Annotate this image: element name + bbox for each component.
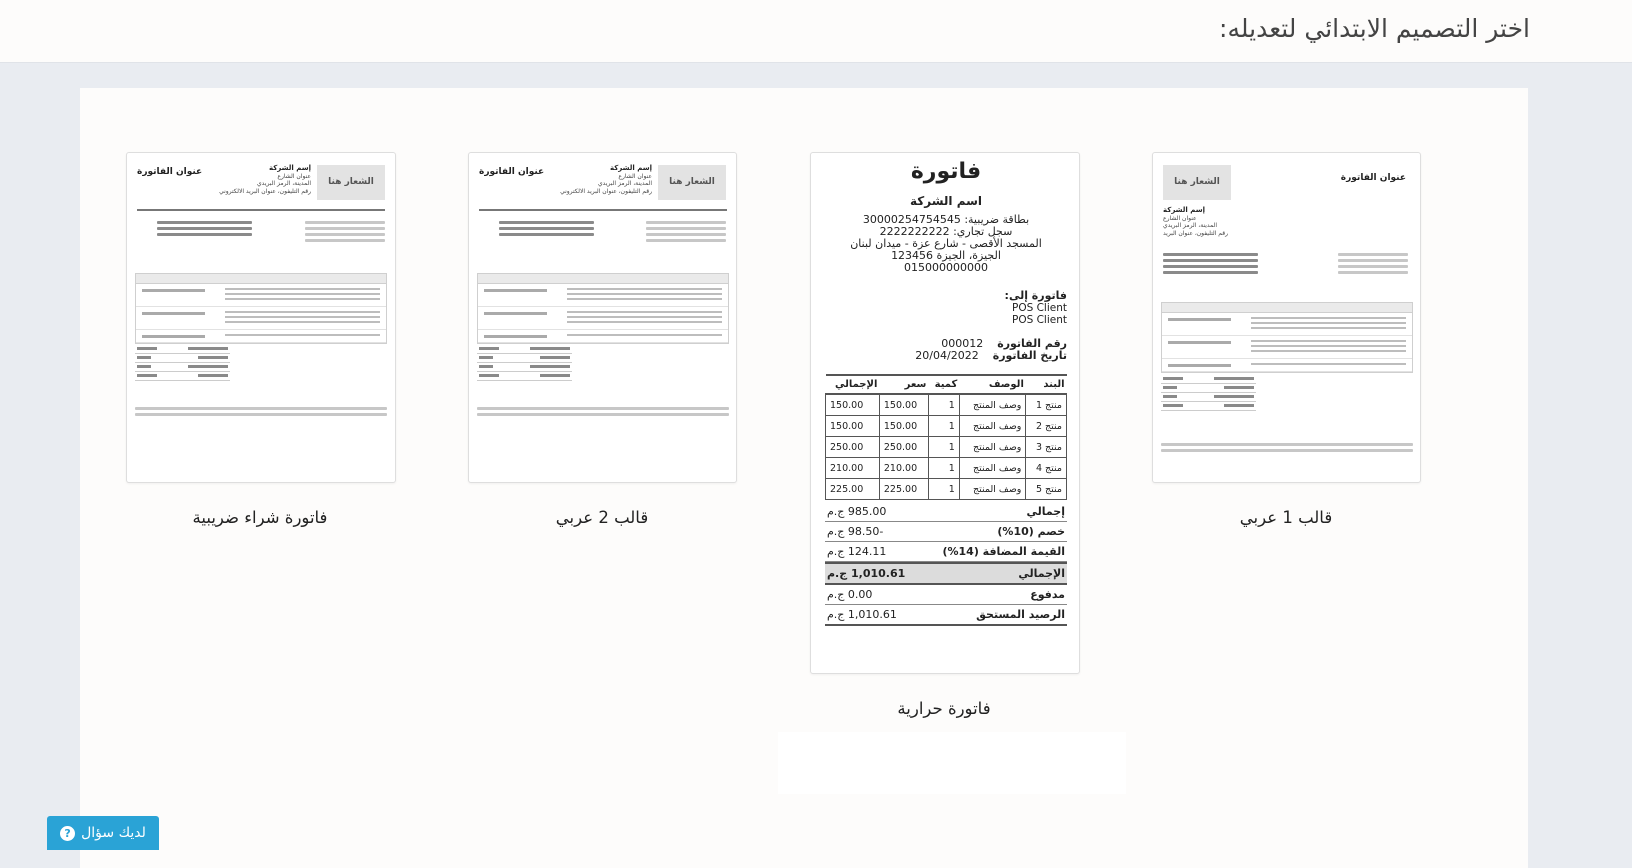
template-preview-arabic-2 [469, 153, 736, 482]
thermal-item-cell: 1 [928, 394, 959, 416]
thermal-total-value: 1,010.61 ج.م [827, 567, 906, 580]
thermal-item-row [826, 479, 1067, 500]
preview-divider [137, 209, 385, 211]
thermal-total-value: -98.50 ج.م [827, 525, 884, 538]
thermal-item-cell: منتج 4 [1026, 458, 1067, 479]
thermal-item-cell: 210.00 [879, 458, 928, 479]
thermal-item-cell: 1 [928, 458, 959, 479]
thermal-item-cell: منتج 2 [1026, 416, 1067, 437]
preview-bill-to [305, 221, 385, 245]
thermal-column-header: الإجمالي [826, 375, 880, 394]
preview-divider [479, 209, 727, 211]
thermal-total-row [825, 605, 1067, 626]
thermal-column-header: سعر [879, 375, 928, 394]
template-preview-thermal [825, 157, 1067, 626]
thermal-total-label: مدفوع [1030, 588, 1065, 601]
template-caption-arabic-2: قالب 2 عربي [555, 508, 649, 527]
thermal-column-header: البند [1026, 375, 1067, 394]
preview-items-table [477, 273, 729, 344]
preview-notes [135, 407, 387, 419]
preview-invoice-meta [499, 221, 594, 239]
thermal-item-cell: 225.00 [879, 479, 928, 500]
thermal-total-row [825, 562, 1067, 585]
thermal-item-cell: 150.00 [826, 394, 880, 416]
preview-items-table [135, 273, 387, 344]
thermal-item-cell: 150.00 [879, 416, 928, 437]
preview-notes [1161, 443, 1413, 455]
thermal-item-cell: منتج 5 [1026, 479, 1067, 500]
thermal-item-cell: منتج 3 [1026, 437, 1067, 458]
thermal-item-cell: وصف المنتج [959, 479, 1026, 500]
thermal-items-table [825, 374, 1067, 500]
thermal-totals [825, 502, 1067, 626]
thermal-total-row [825, 502, 1067, 522]
thermal-item-cell: 150.00 [826, 416, 880, 437]
help-label: لديك سؤال [81, 825, 146, 841]
template-card-tax-purchase[interactable] [126, 152, 396, 483]
thermal-item-cell: 1 [928, 437, 959, 458]
preview-totals [477, 345, 572, 381]
page-title: اختر التصميم الابتدائي لتعديله: [1219, 14, 1530, 43]
thermal-total-row [825, 542, 1067, 562]
thermal-total-label: الرصيد المستحق [976, 608, 1065, 621]
thermal-item-row [826, 437, 1067, 458]
preview-invoice-title: عنوان الفاتورة [479, 167, 545, 177]
template-caption-arabic-1: قالب 1 عربي [1239, 508, 1333, 527]
thermal-item-row [826, 458, 1067, 479]
preview-invoice-meta [1163, 253, 1258, 277]
thermal-item-cell: 250.00 [879, 437, 928, 458]
preview-invoice-title: عنوان الفاتورة [1340, 173, 1406, 183]
thermal-item-cell: منتج 1 [1026, 394, 1067, 416]
thermal-item-cell: 225.00 [826, 479, 880, 500]
preview-company-block: إسم الشركة عنوان الشارع المدينة، الرمز البريدي رقم التليفون، عنوان البريد الالكتروني [560, 164, 652, 195]
template-card-arabic-2[interactable] [468, 152, 737, 483]
thermal-total-label: الإجمالي [1018, 567, 1065, 580]
thermal-item-cell: 150.00 [879, 394, 928, 416]
preview-company-block: إسم الشركة عنوان الشارع المدينة، الرمز البريدي رقم التليفون، عنوان البريد [1163, 206, 1229, 237]
thermal-total-value: 0.00 ج.م [827, 588, 873, 601]
preview-bill-to [646, 221, 726, 245]
preview-logo-placeholder: الشعار هنا [658, 165, 726, 200]
template-preview-arabic-1 [1153, 153, 1420, 482]
thermal-invoice-meta: رقم الفاتورة 000012 تاريخ الفاتورة 20/04/2022 [915, 337, 1067, 362]
thermal-item-cell: وصف المنتج [959, 458, 1026, 479]
thermal-item-cell: 1 [928, 479, 959, 500]
preview-invoice-meta [157, 221, 252, 239]
help-button[interactable] [47, 816, 159, 850]
template-card-thermal[interactable] [810, 152, 1080, 674]
thermal-item-cell: 250.00 [826, 437, 880, 458]
template-caption-thermal: فاتورة حرارية [897, 699, 991, 718]
preview-totals [1161, 375, 1256, 411]
thermal-total-label: القيمة المضافة (14%) [942, 545, 1065, 558]
preview-logo-placeholder: الشعار هنا [1163, 165, 1231, 200]
thermal-total-row [825, 585, 1067, 605]
thermal-item-cell: وصف المنتج [959, 416, 1026, 437]
preview-invoice-title: عنوان الفاتورة [137, 167, 203, 177]
preview-items-table [1161, 302, 1413, 373]
thermal-item-cell: 1 [928, 416, 959, 437]
thermal-title: فاتورة [910, 159, 982, 184]
thermal-bill-to: فاتورة إلى: POS Client POS Client [1004, 289, 1067, 326]
thermal-total-label: إجمالي [1026, 505, 1065, 518]
preview-company-block: إسم الشركة عنوان الشارع المدينة، الرمز البريدي رقم التليفون، عنوان البريد الالكتروني [219, 164, 311, 195]
thermal-total-row [825, 522, 1067, 542]
thermal-item-row [826, 416, 1067, 437]
thermal-item-cell: وصف المنتج [959, 394, 1026, 416]
preview-notes [477, 407, 729, 419]
thermal-total-value: 124.11 ج.م [827, 545, 887, 558]
thermal-company-name: اسم الشركة [909, 194, 983, 208]
preview-logo-placeholder: الشعار هنا [317, 165, 385, 200]
preview-bill-to [1338, 253, 1408, 277]
question-circle-icon: ? [60, 826, 75, 841]
thermal-item-cell: 210.00 [826, 458, 880, 479]
thermal-total-value: 985.00 ج.م [827, 505, 887, 518]
thermal-company-info: بطاقة ضريبية: 30000254754545 سجل تجاري: 2222222222 المسجد الأقصى - شارع عزة - ميدان لبنان الجيزة، الجيزة 123456 015000000000 [850, 213, 1042, 274]
thermal-total-label: خصم (10%) [997, 525, 1065, 538]
thermal-column-header: كمية [928, 375, 959, 394]
thermal-total-value: 1,010.61 ج.م [827, 608, 897, 621]
top-header [0, 0, 1632, 63]
template-caption-tax-purchase: فاتورة شراء ضريبية [192, 508, 328, 527]
thermal-item-cell: وصف المنتج [959, 437, 1026, 458]
template-preview-tax-purchase [127, 153, 395, 482]
template-card-arabic-1[interactable] [1152, 152, 1421, 483]
thermal-column-header: الوصف [959, 375, 1026, 394]
preview-totals [135, 345, 230, 381]
thermal-item-row [826, 394, 1067, 416]
blank-area [778, 732, 1126, 794]
